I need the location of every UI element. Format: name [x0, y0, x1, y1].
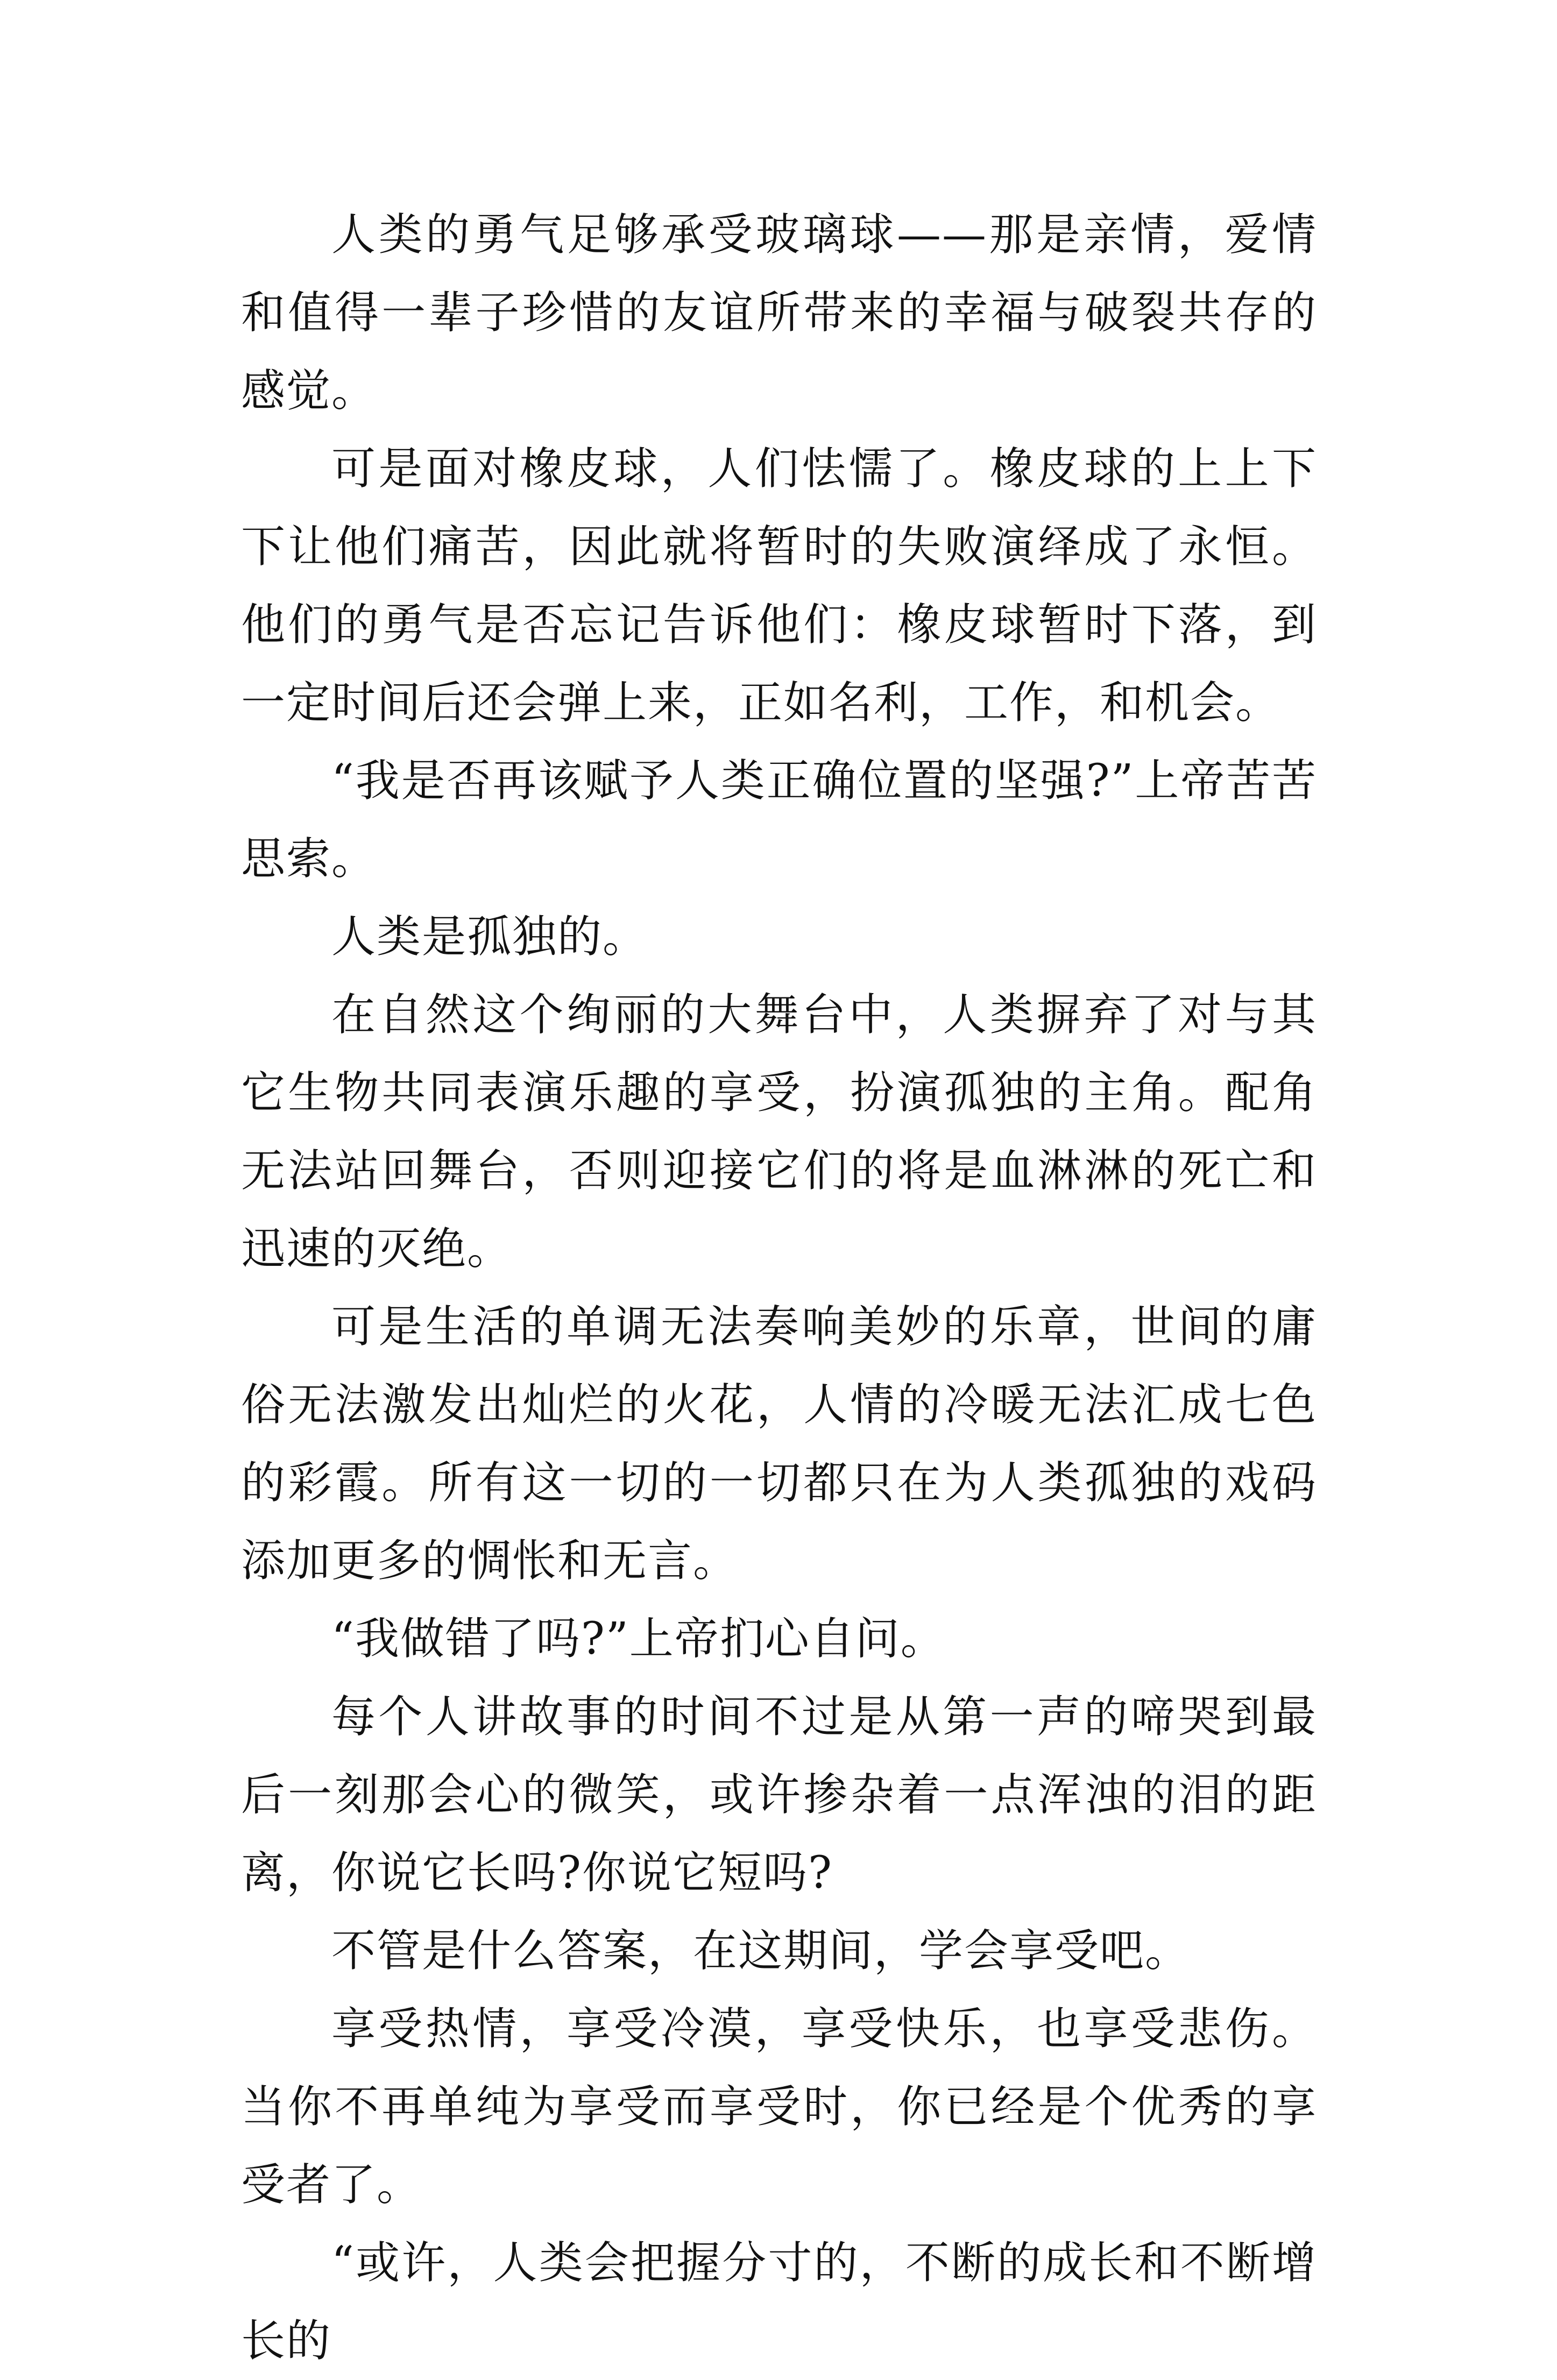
paragraph-5: 在自然这个绚丽的大舞台中，人类摒弃了对与其它生物共同表演乐趣的享受，扮演孤独的主角。配角无法站回舞台，否则迎接它们的将是血淋淋的死亡和迅速的灭绝。 — [241, 989, 1317, 1274]
body-text — [241, 196, 1317, 2380]
paragraph-8: 每个人讲故事的时间不过是从第一声的啼哭到最后一刻那会心的微笑，或许掺杂着一点浑浊的泪的距离，你说它长吗?你说它短吗? — [241, 1691, 1317, 1899]
paragraph-6: 可是生活的单调无法奏响美妙的乐章，世间的庸俗无法激发出灿烂的火花，人情的冷暖无法汇成七色的彩霞。所有这一切的一切都只在为人类孤独的戏码添加更多的惆怅和无言。 — [241, 1301, 1317, 1586]
paragraph-3: “我是否再该赋予人类正确位置的坚强?”上帝苦苦思索。 — [241, 755, 1317, 884]
paragraph-10: 享受热情，享受冷漠，享受快乐，也享受悲伤。当你不再单纯为享受而享受时，你已经是个优秀的享受者了。 — [241, 2003, 1317, 2211]
paragraph-9: 不管是什么答案，在这期间，学会享受吧。 — [331, 1925, 1191, 1977]
paragraph-4: 人类是孤独的。 — [331, 911, 648, 962]
paragraph-7: “我做错了吗?”上帝扪心自问。 — [331, 1613, 946, 1664]
paragraph-2: 可是面对橡皮球，人们怯懦了。橡皮球的上上下下让他们痛苦，因此就将暂时的失败演绎成了永恒。他们的勇气是否忘记告诉他们：橡皮球暂时下落，到一定时间后还会弹上来，正如名利，工作，和机会。 — [241, 443, 1317, 728]
paragraph-1: 人类的勇气足够承受玻璃球——那是亲情，爱情和值得一辈子珍惜的友谊所带来的幸福与破裂共存的感觉。 — [241, 209, 1317, 416]
paragraph-11: “或许，人类会把握分寸的，不断的成长和不断增长的 — [241, 2237, 1317, 2367]
